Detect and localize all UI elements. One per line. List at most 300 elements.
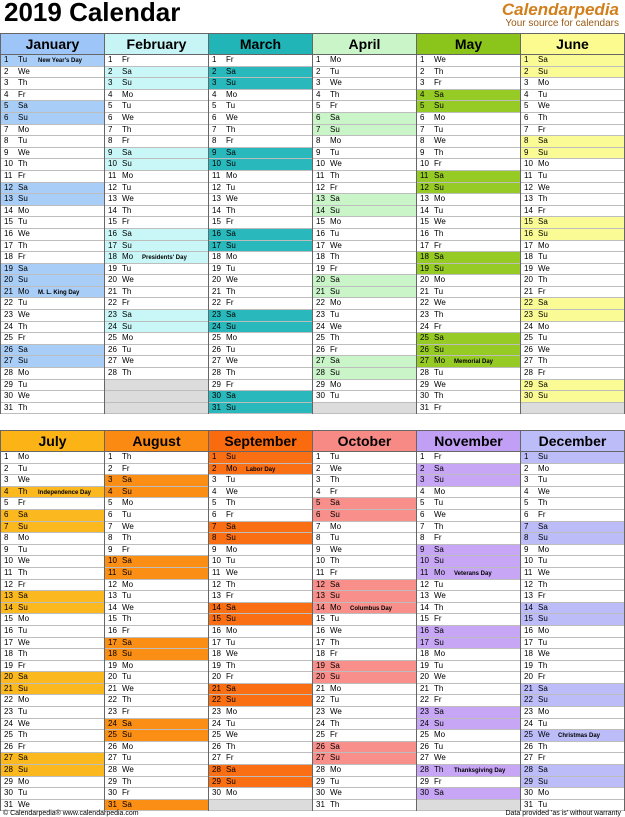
day-row[interactable] (1, 649, 104, 661)
day-row[interactable] (105, 661, 208, 673)
day-row[interactable] (209, 229, 312, 241)
day-row[interactable] (313, 603, 416, 615)
day-row[interactable] (1, 78, 104, 90)
day-row[interactable] (313, 753, 416, 765)
day-row[interactable] (417, 287, 520, 299)
day-row[interactable] (209, 287, 312, 299)
day-row[interactable] (313, 452, 416, 464)
day-row[interactable] (1, 322, 104, 334)
day-row[interactable] (313, 568, 416, 580)
day-row[interactable] (1, 90, 104, 102)
day-row[interactable] (209, 777, 312, 789)
day-row[interactable] (313, 730, 416, 742)
day-row[interactable] (313, 580, 416, 592)
day-row[interactable] (417, 545, 520, 557)
day-row[interactable] (209, 90, 312, 102)
day-row[interactable] (417, 217, 520, 229)
day-row[interactable] (1, 672, 104, 684)
day-row[interactable] (209, 403, 312, 415)
day-row[interactable] (105, 603, 208, 615)
day-row[interactable] (417, 475, 520, 487)
day-row[interactable] (105, 487, 208, 499)
day-row[interactable] (313, 614, 416, 626)
day-row[interactable] (105, 241, 208, 253)
day-row[interactable] (1, 568, 104, 580)
day-row[interactable] (105, 264, 208, 276)
day-row[interactable] (105, 55, 208, 67)
day-row[interactable] (1, 148, 104, 160)
day-row[interactable] (313, 545, 416, 557)
day-row[interactable] (521, 333, 624, 345)
day-row[interactable] (209, 356, 312, 368)
day-row[interactable] (313, 183, 416, 195)
day-row[interactable] (105, 171, 208, 183)
day-row[interactable] (209, 217, 312, 229)
day-row[interactable] (209, 475, 312, 487)
day-row[interactable] (417, 730, 520, 742)
day-row[interactable] (313, 522, 416, 534)
day-row[interactable] (313, 171, 416, 183)
day-row[interactable] (521, 136, 624, 148)
day-row[interactable] (105, 568, 208, 580)
day-row[interactable] (209, 487, 312, 499)
day-row[interactable] (313, 333, 416, 345)
day-row[interactable] (417, 183, 520, 195)
day-row[interactable] (521, 742, 624, 754)
day-row[interactable] (209, 194, 312, 206)
day-row[interactable] (313, 310, 416, 322)
day-row[interactable] (105, 556, 208, 568)
day-row[interactable] (521, 101, 624, 113)
day-row[interactable] (417, 380, 520, 392)
day-row[interactable] (521, 380, 624, 392)
day-row[interactable] (105, 90, 208, 102)
day-row[interactable] (417, 487, 520, 499)
day-row[interactable] (1, 159, 104, 171)
day-row[interactable] (209, 522, 312, 534)
day-row[interactable] (313, 264, 416, 276)
day-row[interactable] (105, 125, 208, 137)
day-row[interactable] (209, 136, 312, 148)
day-row[interactable] (209, 310, 312, 322)
day-row[interactable] (313, 287, 416, 299)
day-row[interactable] (105, 498, 208, 510)
day-row[interactable] (521, 487, 624, 499)
day-row[interactable] (209, 101, 312, 113)
day-row[interactable] (417, 626, 520, 638)
day-row[interactable] (521, 55, 624, 67)
day-row[interactable] (209, 707, 312, 719)
day-row[interactable] (1, 136, 104, 148)
day-row[interactable] (313, 391, 416, 403)
day-row[interactable] (209, 510, 312, 522)
day-row[interactable] (417, 719, 520, 731)
day-row[interactable] (313, 229, 416, 241)
day-row[interactable] (209, 788, 312, 800)
day-row[interactable] (105, 638, 208, 650)
day-row[interactable] (417, 148, 520, 160)
day-row[interactable] (417, 229, 520, 241)
day-row[interactable] (1, 510, 104, 522)
day-row[interactable] (1, 333, 104, 345)
day-row[interactable] (1, 241, 104, 253)
day-row[interactable] (313, 777, 416, 789)
day-row[interactable] (521, 777, 624, 789)
day-row[interactable] (521, 522, 624, 534)
day-row[interactable] (105, 649, 208, 661)
day-row[interactable] (105, 522, 208, 534)
day-row[interactable] (521, 638, 624, 650)
day-row[interactable] (105, 626, 208, 638)
day-row[interactable] (313, 742, 416, 754)
day-row[interactable] (1, 206, 104, 218)
day-row[interactable] (521, 194, 624, 206)
day-row[interactable] (417, 310, 520, 322)
day-row[interactable] (521, 183, 624, 195)
day-row[interactable] (313, 719, 416, 731)
day-row[interactable] (521, 67, 624, 79)
day-row[interactable] (1, 229, 104, 241)
day-row[interactable] (521, 452, 624, 464)
day-row[interactable] (1, 591, 104, 603)
day-row[interactable] (417, 264, 520, 276)
day-row[interactable] (105, 78, 208, 90)
day-row[interactable] (1, 55, 104, 67)
day-row[interactable] (417, 753, 520, 765)
day-row[interactable] (209, 684, 312, 696)
day-row[interactable] (1, 264, 104, 276)
day-row[interactable] (1, 475, 104, 487)
day-row[interactable] (1, 556, 104, 568)
day-row[interactable] (1, 403, 104, 415)
day-row[interactable] (521, 533, 624, 545)
day-row[interactable] (1, 684, 104, 696)
day-row[interactable] (1, 719, 104, 731)
day-row[interactable] (105, 67, 208, 79)
day-row[interactable] (313, 788, 416, 800)
day-row[interactable] (417, 603, 520, 615)
day-row[interactable] (105, 194, 208, 206)
day-row[interactable] (1, 753, 104, 765)
day-row[interactable] (417, 580, 520, 592)
day-row[interactable] (417, 649, 520, 661)
day-row[interactable] (1, 113, 104, 125)
day-row[interactable] (521, 275, 624, 287)
day-row[interactable] (209, 241, 312, 253)
day-row[interactable] (105, 695, 208, 707)
day-row[interactable] (313, 533, 416, 545)
day-row[interactable] (313, 380, 416, 392)
day-row[interactable] (417, 194, 520, 206)
day-row[interactable] (417, 452, 520, 464)
day-row[interactable] (209, 55, 312, 67)
day-row[interactable] (1, 614, 104, 626)
day-row[interactable] (417, 522, 520, 534)
day-row[interactable] (1, 356, 104, 368)
day-row[interactable] (417, 113, 520, 125)
day-row[interactable] (1, 777, 104, 789)
day-row[interactable] (1, 661, 104, 673)
day-row[interactable] (313, 695, 416, 707)
day-row[interactable] (105, 229, 208, 241)
day-row[interactable] (313, 356, 416, 368)
day-row[interactable] (521, 475, 624, 487)
day-row[interactable] (313, 661, 416, 673)
day-row[interactable] (209, 252, 312, 264)
day-row[interactable] (209, 498, 312, 510)
day-row[interactable] (209, 125, 312, 137)
day-row[interactable] (521, 568, 624, 580)
day-row[interactable] (521, 707, 624, 719)
day-row[interactable] (521, 217, 624, 229)
day-row[interactable] (209, 298, 312, 310)
day-row[interactable] (521, 298, 624, 310)
day-row[interactable] (1, 345, 104, 357)
day-row[interactable] (1, 391, 104, 403)
day-row[interactable] (105, 788, 208, 800)
day-row[interactable] (521, 241, 624, 253)
day-row[interactable] (105, 148, 208, 160)
day-row[interactable] (313, 626, 416, 638)
day-row[interactable] (521, 252, 624, 264)
day-row[interactable] (417, 159, 520, 171)
day-row[interactable] (105, 684, 208, 696)
day-row[interactable] (521, 614, 624, 626)
day-row[interactable] (417, 695, 520, 707)
day-row[interactable] (209, 753, 312, 765)
day-row[interactable] (105, 356, 208, 368)
day-row[interactable] (417, 345, 520, 357)
day-row[interactable] (105, 159, 208, 171)
day-row[interactable] (1, 287, 104, 299)
day-row[interactable] (209, 626, 312, 638)
day-row[interactable] (417, 391, 520, 403)
day-row[interactable] (209, 568, 312, 580)
day-row[interactable] (209, 148, 312, 160)
day-row[interactable] (521, 287, 624, 299)
day-row[interactable] (313, 368, 416, 380)
day-row[interactable] (521, 464, 624, 476)
day-row[interactable] (521, 580, 624, 592)
day-row[interactable] (209, 533, 312, 545)
day-row[interactable] (521, 649, 624, 661)
day-row[interactable] (417, 672, 520, 684)
day-row[interactable] (313, 464, 416, 476)
day-row[interactable] (105, 753, 208, 765)
day-row[interactable] (105, 206, 208, 218)
day-row[interactable] (521, 322, 624, 334)
day-row[interactable] (521, 90, 624, 102)
day-row[interactable] (105, 765, 208, 777)
day-row[interactable] (313, 684, 416, 696)
day-row[interactable] (313, 241, 416, 253)
day-row[interactable] (1, 730, 104, 742)
day-row[interactable] (1, 194, 104, 206)
day-row[interactable] (209, 742, 312, 754)
day-row[interactable] (417, 252, 520, 264)
day-row[interactable] (313, 298, 416, 310)
day-row[interactable] (417, 707, 520, 719)
day-row[interactable] (1, 580, 104, 592)
day-row[interactable] (521, 603, 624, 615)
day-row[interactable] (521, 695, 624, 707)
day-row[interactable] (521, 159, 624, 171)
day-row[interactable] (1, 368, 104, 380)
day-row[interactable] (417, 368, 520, 380)
day-row[interactable] (521, 345, 624, 357)
day-row[interactable] (313, 800, 416, 812)
day-row[interactable] (105, 591, 208, 603)
day-row[interactable] (417, 67, 520, 79)
day-row[interactable] (209, 765, 312, 777)
day-row[interactable] (105, 252, 208, 264)
day-row[interactable] (313, 765, 416, 777)
day-row[interactable] (521, 672, 624, 684)
day-row[interactable] (417, 614, 520, 626)
day-row[interactable] (209, 171, 312, 183)
day-row[interactable] (1, 707, 104, 719)
day-row[interactable] (1, 498, 104, 510)
day-row[interactable] (1, 788, 104, 800)
day-row[interactable] (521, 684, 624, 696)
day-row[interactable] (209, 464, 312, 476)
day-row[interactable] (209, 661, 312, 673)
day-row[interactable] (105, 777, 208, 789)
day-row[interactable] (417, 568, 520, 580)
day-row[interactable] (417, 356, 520, 368)
day-row[interactable] (417, 101, 520, 113)
day-row[interactable] (1, 533, 104, 545)
day-row[interactable] (1, 765, 104, 777)
day-row[interactable] (105, 310, 208, 322)
day-row[interactable] (1, 545, 104, 557)
day-row[interactable] (1, 603, 104, 615)
day-row[interactable] (521, 730, 624, 742)
day-row[interactable] (1, 67, 104, 79)
day-row[interactable] (521, 788, 624, 800)
day-row[interactable] (313, 707, 416, 719)
day-row[interactable] (209, 591, 312, 603)
day-row[interactable] (209, 545, 312, 557)
day-row[interactable] (209, 391, 312, 403)
day-row[interactable] (105, 510, 208, 522)
day-row[interactable] (209, 264, 312, 276)
day-row[interactable] (521, 556, 624, 568)
day-row[interactable] (521, 206, 624, 218)
day-row[interactable] (105, 113, 208, 125)
day-row[interactable] (209, 672, 312, 684)
day-row[interactable] (209, 206, 312, 218)
day-row[interactable] (313, 322, 416, 334)
day-row[interactable] (313, 556, 416, 568)
day-row[interactable] (313, 638, 416, 650)
day-row[interactable] (313, 101, 416, 113)
day-row[interactable] (313, 90, 416, 102)
day-row[interactable] (521, 310, 624, 322)
day-row[interactable] (417, 275, 520, 287)
day-row[interactable] (209, 113, 312, 125)
day-row[interactable] (521, 661, 624, 673)
day-row[interactable] (1, 125, 104, 137)
day-row[interactable] (1, 275, 104, 287)
day-row[interactable] (209, 183, 312, 195)
day-row[interactable] (313, 159, 416, 171)
day-row[interactable] (313, 672, 416, 684)
day-row[interactable] (209, 345, 312, 357)
day-row[interactable] (313, 217, 416, 229)
day-row[interactable] (417, 533, 520, 545)
day-row[interactable] (1, 252, 104, 264)
day-row[interactable] (417, 684, 520, 696)
day-row[interactable] (105, 368, 208, 380)
day-row[interactable] (1, 171, 104, 183)
day-row[interactable] (313, 275, 416, 287)
day-row[interactable] (105, 101, 208, 113)
day-row[interactable] (417, 333, 520, 345)
day-row[interactable] (313, 252, 416, 264)
day-row[interactable] (105, 464, 208, 476)
day-row[interactable] (417, 206, 520, 218)
day-row[interactable] (1, 695, 104, 707)
day-row[interactable] (313, 206, 416, 218)
day-row[interactable] (1, 217, 104, 229)
day-row[interactable] (313, 475, 416, 487)
day-row[interactable] (417, 322, 520, 334)
day-row[interactable] (521, 626, 624, 638)
day-row[interactable] (1, 638, 104, 650)
day-row[interactable] (417, 403, 520, 415)
day-row[interactable] (521, 113, 624, 125)
day-row[interactable] (313, 148, 416, 160)
day-row[interactable] (105, 333, 208, 345)
day-row[interactable] (105, 452, 208, 464)
day-row[interactable] (521, 510, 624, 522)
day-row[interactable] (417, 298, 520, 310)
day-row[interactable] (209, 78, 312, 90)
day-row[interactable] (209, 67, 312, 79)
day-row[interactable] (313, 591, 416, 603)
day-row[interactable] (209, 603, 312, 615)
day-row[interactable] (209, 322, 312, 334)
day-row[interactable] (209, 580, 312, 592)
day-row[interactable] (417, 661, 520, 673)
day-row[interactable] (105, 707, 208, 719)
day-row[interactable] (209, 719, 312, 731)
day-row[interactable] (417, 765, 520, 777)
day-row[interactable] (209, 159, 312, 171)
day-row[interactable] (209, 380, 312, 392)
day-row[interactable] (521, 591, 624, 603)
day-row[interactable] (1, 183, 104, 195)
brand-logo[interactable] (502, 1, 619, 29)
day-row[interactable] (313, 67, 416, 79)
day-row[interactable] (1, 452, 104, 464)
day-row[interactable] (521, 753, 624, 765)
day-row[interactable] (313, 510, 416, 522)
day-row[interactable] (105, 672, 208, 684)
day-row[interactable] (521, 368, 624, 380)
day-row[interactable] (1, 380, 104, 392)
day-row[interactable] (105, 475, 208, 487)
day-row[interactable] (417, 638, 520, 650)
day-row[interactable] (105, 298, 208, 310)
day-row[interactable] (1, 626, 104, 638)
day-row[interactable] (313, 113, 416, 125)
day-row[interactable] (313, 125, 416, 137)
day-row[interactable] (105, 742, 208, 754)
day-row[interactable] (105, 275, 208, 287)
day-row[interactable] (417, 464, 520, 476)
